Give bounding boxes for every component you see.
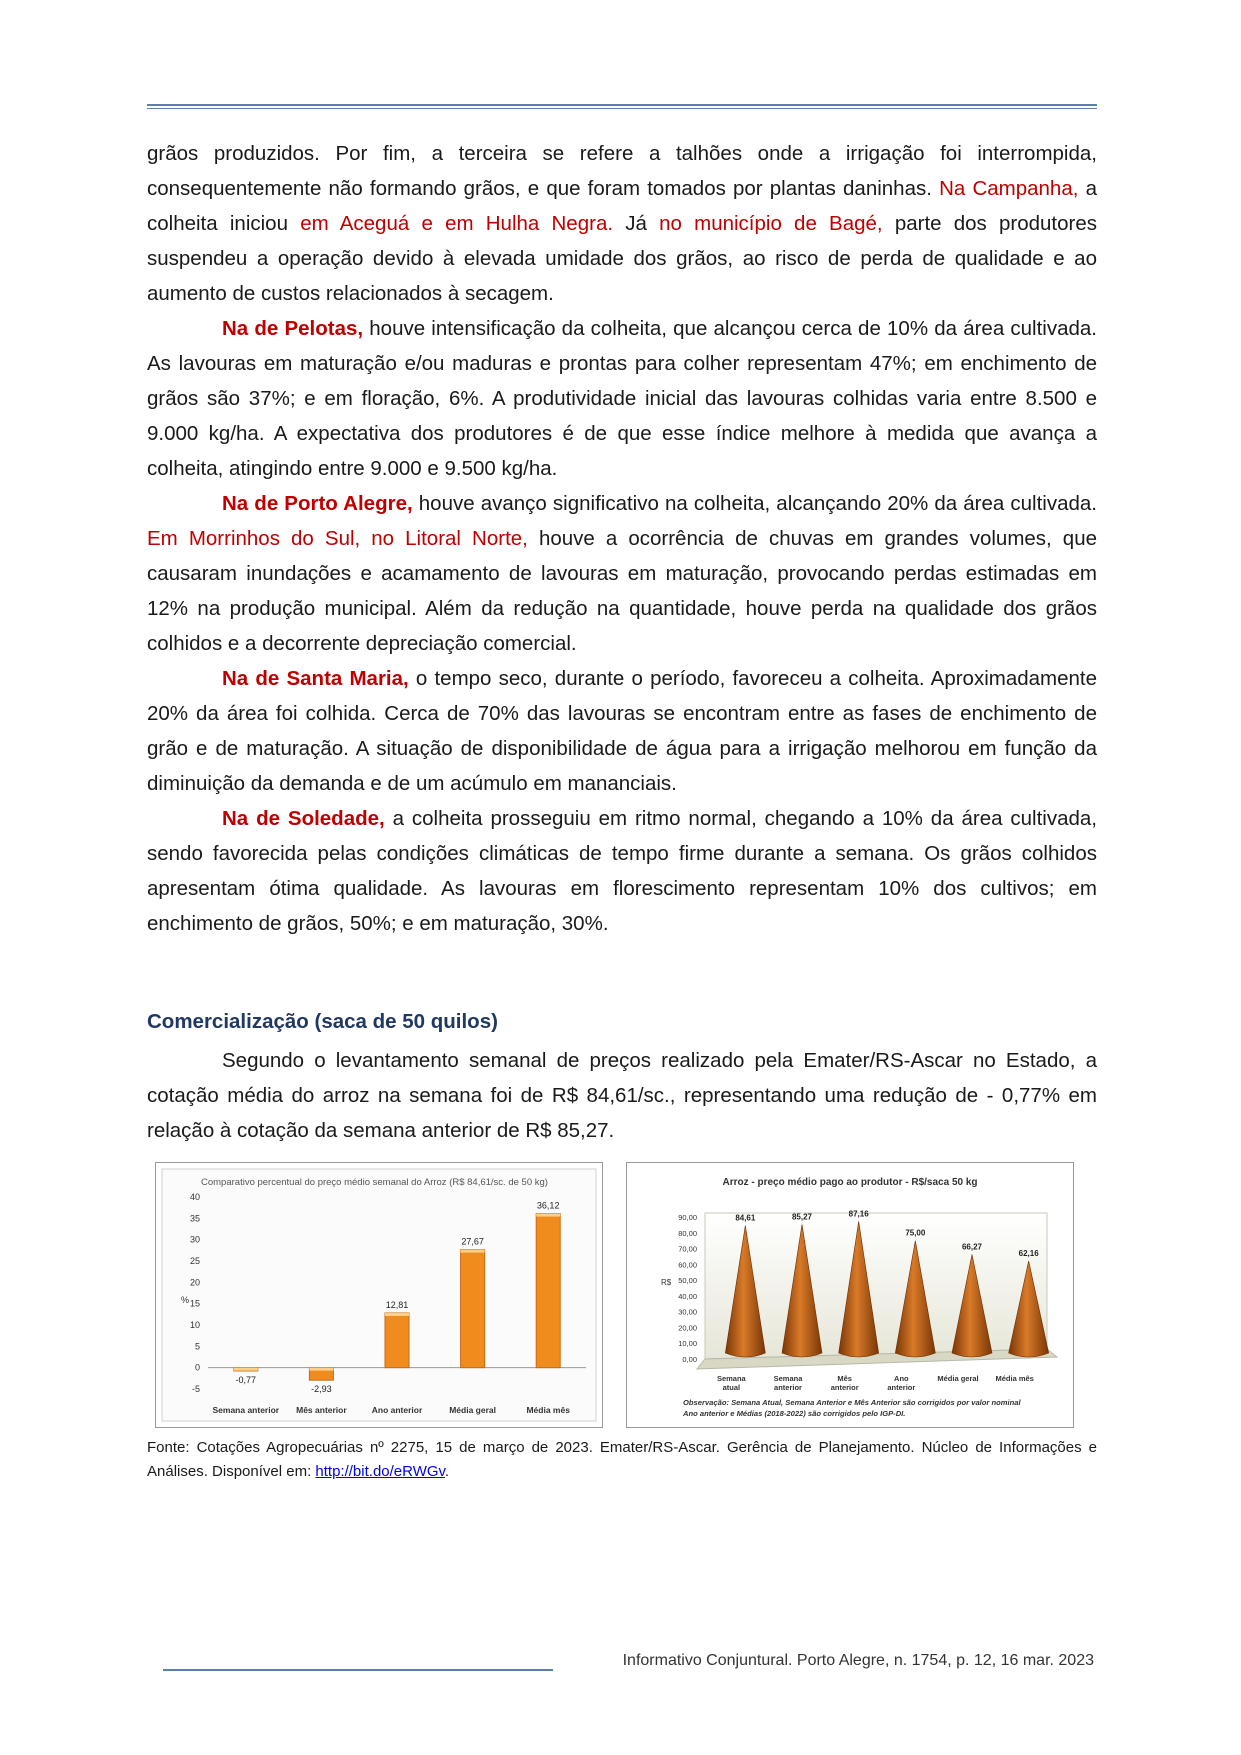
category-label: Semana atual	[716, 1374, 746, 1392]
chart-note-line1: Observação: Semana Atual, Semana Anterior e Mês Anterior são corrigidos por valor nominal	[683, 1398, 1021, 1407]
category-label: Semana anterior	[212, 1405, 280, 1415]
highlight-location: em Aceguá e em Hulha Negra.	[300, 212, 614, 235]
category-label: Média geral	[937, 1374, 979, 1383]
bar-highlight	[536, 1214, 560, 1217]
data-label: 75,00	[905, 1228, 926, 1238]
y-tick-label: 5	[194, 1341, 200, 1352]
bar-highlight	[461, 1250, 485, 1253]
bar	[385, 1313, 409, 1368]
bar	[461, 1250, 485, 1368]
paragraph-2	[147, 311, 1097, 486]
y-tick-label: 20,00	[678, 1323, 697, 1333]
highlight-location: Em Morrinhos do Sul, no Litoral Norte,	[147, 527, 528, 550]
bar-highlight	[234, 1368, 258, 1371]
data-label: 62,16	[1018, 1248, 1039, 1258]
chart-percent-comparison	[155, 1162, 603, 1428]
category-label: Mês anterior	[830, 1374, 859, 1392]
data-label: -2,93	[311, 1384, 332, 1395]
y-tick-label: 40,00	[678, 1291, 697, 1301]
header-rule-thin	[147, 108, 1097, 109]
chart-price-svg	[627, 1163, 1073, 1427]
y-tick-label: 70,00	[678, 1244, 697, 1254]
chart-price-cones	[626, 1162, 1074, 1428]
chart-title: Comparativo percentual do preço médio semanal do Arroz (R$ 84,61/sc. de 50 kg)	[201, 1177, 548, 1188]
y-tick-label: 0	[194, 1362, 200, 1373]
text-run: houve avanço significativo na colheita, alcançando 20% da área cultivada.	[412, 492, 1097, 515]
region-heading: Na de Soledade,	[222, 807, 385, 830]
highlight-region: Na Campanha,	[939, 177, 1079, 200]
chart-note-line2: Ano anterior e Médias (2018-2022) são corrigidos pelo IGP-DI.	[683, 1409, 906, 1418]
category-label: Mês anterior	[296, 1405, 347, 1415]
y-tick-label: 60,00	[678, 1260, 697, 1270]
paragraph-5	[147, 801, 1097, 941]
section-text	[147, 1043, 1097, 1148]
footer-rule	[163, 1669, 553, 1671]
paragraph-4	[147, 661, 1097, 801]
data-label: 27,67	[461, 1236, 484, 1247]
data-label: 85,27	[791, 1212, 813, 1222]
text-run: parte dos produtores suspendeu a operação devido à elevada umidade dos grãos, ao risco de perda de qualidade e ao aumento de custos relacionados à secagem.	[147, 212, 1098, 305]
text-run: a colheita prosseguiu em ritmo normal, chegando a 10% da área cultivada, sendo favorecida pelas condições climáticas de tempo firme durante a semana. Os grãos colhidos apresentam ótima qualidade. As lavouras em florescimento representam 10% dos cultivos; em enchimento de grãos, 50%; e em maturação, 30%.	[147, 807, 1097, 935]
chart-title: Arroz - preço médio pago ao produtor - R$/saca 50 kg	[722, 1177, 978, 1188]
y-tick-label: 35	[189, 1213, 200, 1224]
chart-plot-frame	[162, 1169, 596, 1421]
text-run: o tempo seco, durante o período, favoreceu a colheita. Aproximadamente 20% da área foi colhida. Cerca de 70% das lavouras se encontram entre as fases de enchimento de grão e de maturação. A situação de disponibilidade de água para a irrigação melhorou em função da diminuição da demanda e de um acúmulo em mananciais.	[147, 667, 1098, 795]
category-label: Semana anterior	[773, 1374, 803, 1392]
region-heading: Na de Porto Alegre,	[222, 492, 413, 515]
y-tick-label: 10	[189, 1320, 200, 1330]
y-tick-label: 15	[189, 1298, 200, 1309]
data-label: 84,61	[735, 1213, 756, 1223]
y-tick-label: 30	[189, 1234, 200, 1245]
source-link[interactable]: http://bit.do/eRWGv	[315, 1463, 445, 1480]
data-label: 87,16	[848, 1209, 869, 1219]
text-run: houve a ocorrência de chuvas em grandes volumes, que causaram inundações e acamamento de lavouras em maturação, provocando perdas estimadas em 12% na produção municipal. Além da redução na quantidade, houve perda na qualidade dos grãos colhidos e a decorrente depreciação comercial.	[147, 527, 1098, 655]
bar	[536, 1214, 560, 1368]
category-label: Ano anterior	[887, 1374, 916, 1392]
y-tick-label: 90,00	[678, 1213, 697, 1222]
paragraph-3	[147, 486, 1097, 661]
text-run: a colheita iniciou	[147, 177, 1097, 235]
data-label: 12,81	[385, 1300, 409, 1311]
section-paragraph: Segundo o levantamento semanal de preços realizado pela Emater/RS-Ascar no Estado, a cotação média do arroz na semana foi de R$ 84,61/sc., representando uma redução de - 0,77% em relação à cotação da semana anterior de R$ 85,27.	[147, 1049, 1097, 1142]
y-tick-label: 10,00	[678, 1339, 697, 1349]
paragraph-1	[147, 136, 1097, 311]
data-label: -0,77	[235, 1374, 257, 1385]
y-axis-label: %	[181, 1295, 190, 1305]
text-run: grãos produzidos. Por fim, a terceira se refere a talhões onde a irrigação foi interrompida, consequentemente não formando grãos, e que foram tomados por plantas daninhas.	[147, 142, 1097, 200]
source-text: Fonte: Cotações Agropecuárias nº 2275, 15 de março de 2023. Emater/RS-Ascar. Gerência de Planejamento. Núcleo de Informações e Análises. Disponível em:	[147, 1439, 1097, 1480]
y-tick-label: 20	[189, 1277, 200, 1288]
y-tick-label: 50,00	[678, 1276, 697, 1286]
region-heading: Na de Pelotas,	[222, 317, 364, 340]
bar-highlight	[309, 1368, 333, 1371]
category-label: Média geral	[449, 1405, 496, 1415]
data-label: 66,27	[961, 1242, 983, 1252]
category-label: Média mês	[995, 1374, 1034, 1383]
page-footer: Informativo Conjuntural. Porto Alegre, n. 1754, p. 12, 16 mar. 2023	[622, 1652, 1094, 1669]
y-tick-label: -5	[191, 1384, 200, 1394]
chart-percent-svg	[156, 1163, 602, 1427]
y-tick-label: 80,00	[678, 1228, 697, 1238]
body-text	[147, 136, 1097, 941]
source-end: .	[444, 1463, 450, 1480]
header-rule	[147, 104, 1097, 106]
text-run: houve intensificação da colheita, que alcançou cerca de 10% da área cultivada. As lavouras em maturação e/ou maduras e prontas para colher representam 47%; em enchimento de grãos são 37%; e em floração, 6%. A produtividade inicial das lavouras colhidas varia entre 8.500 e 9.000 kg/ha. A expectativa dos produtores é de que esse índice melhore à medida que avança a colheita, atingindo entre 9.000 e 9.500 kg/ha.	[147, 317, 1098, 480]
y-tick-label: 30,00	[678, 1307, 697, 1317]
category-label: Média mês	[526, 1405, 570, 1415]
y-tick-label: 40	[189, 1192, 200, 1202]
bar-highlight	[385, 1313, 409, 1316]
y-axis-label: R$	[661, 1278, 672, 1287]
highlight-location: no município de Bagé,	[659, 212, 883, 235]
text-run: Já	[613, 212, 660, 235]
region-heading: Na de Santa Maria,	[222, 667, 409, 690]
section-title: Comercialização (saca de 50 quilos)	[147, 1010, 498, 1033]
figure-source	[147, 1436, 1097, 1484]
y-tick-label: 25	[189, 1256, 200, 1266]
y-tick-label: 0,00	[682, 1355, 697, 1364]
data-label: 36,12	[536, 1200, 560, 1211]
category-label: Ano anterior	[371, 1405, 423, 1415]
